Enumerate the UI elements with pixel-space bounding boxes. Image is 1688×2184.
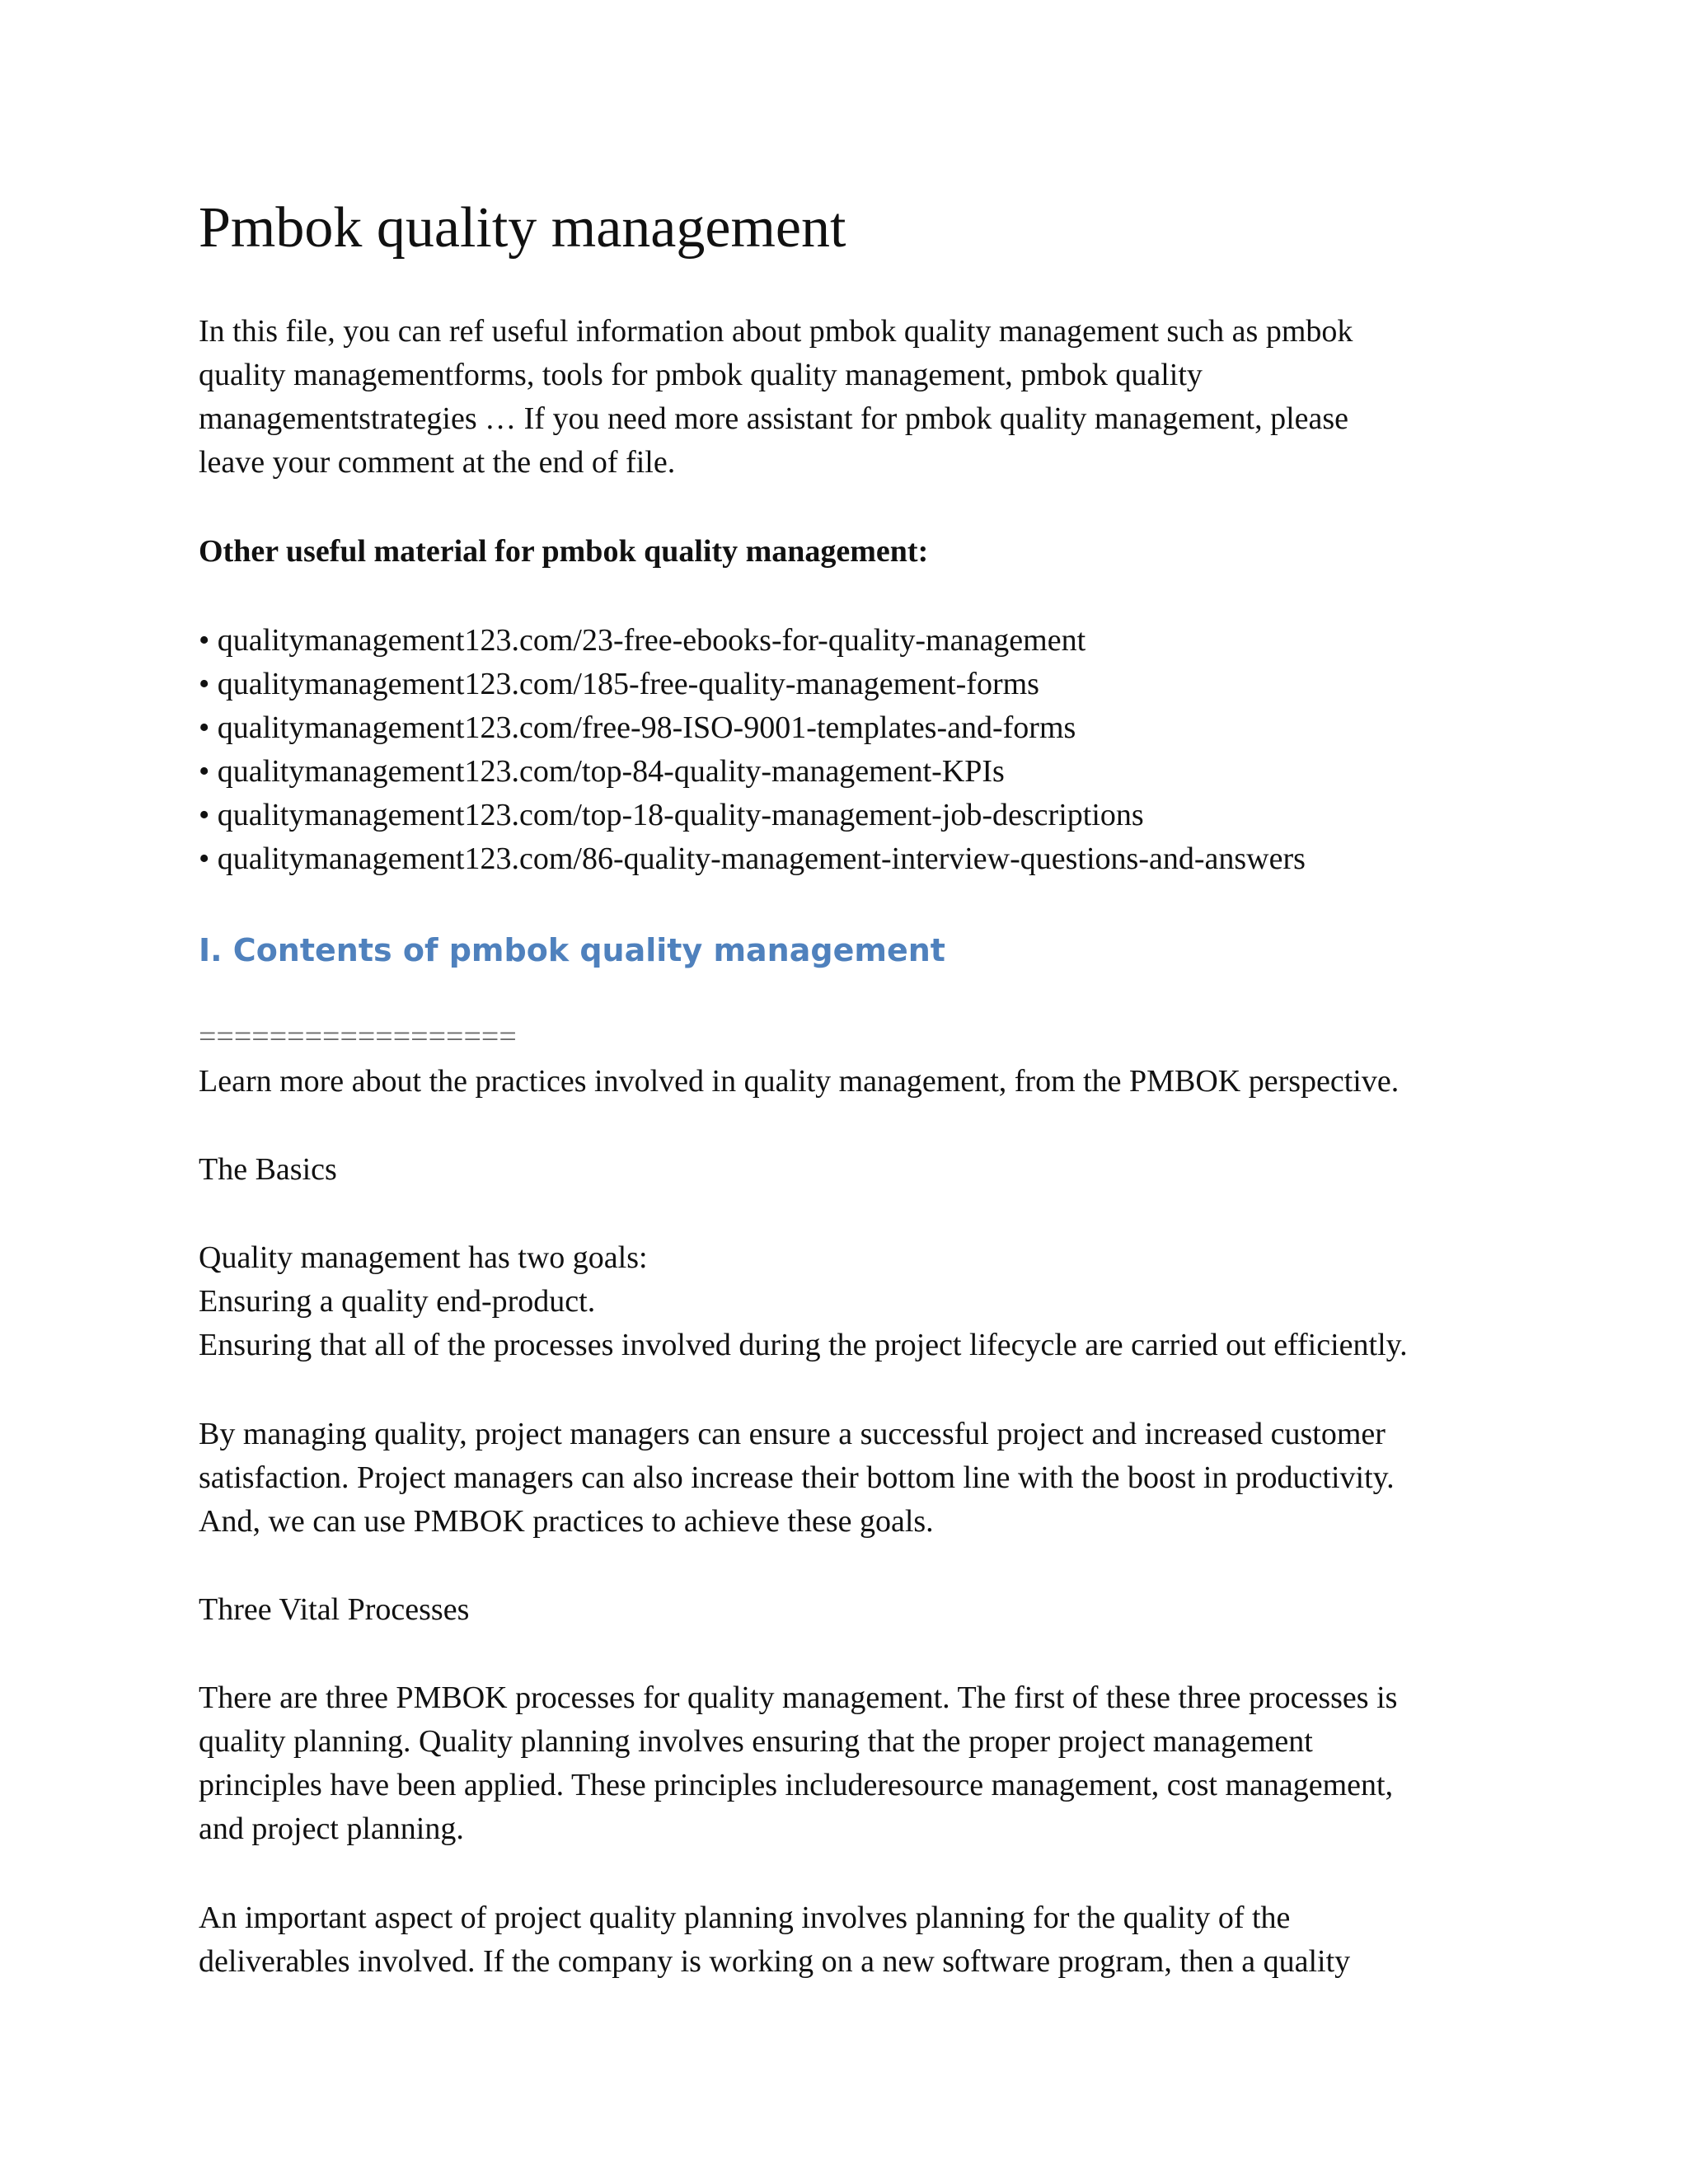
- separator-line: ==================: [199, 1019, 517, 1054]
- processes-line-3: principles have been applied. These principles includeresource management, cost management,: [199, 1768, 1394, 1802]
- link-item-iso-templates[interactable]: • qualitymanagement123.com/free-98-ISO-9001-templates-and-forms: [199, 710, 1076, 745]
- processes-heading: Three Vital Processes: [199, 1592, 470, 1627]
- section-heading: I. Contents of pmbok quality management: [199, 932, 945, 968]
- link-item-job-descriptions[interactable]: • qualitymanagement123.com/top-18-quality-management-job-descriptions: [199, 798, 1144, 832]
- processes-line-2: quality planning. Quality planning involves ensuring that the proper project management: [199, 1724, 1313, 1759]
- processes-line-1: There are three PMBOK processes for quality management. The first of these three processes is: [199, 1680, 1398, 1715]
- goals-line-2: Ensuring a quality end-product.: [199, 1284, 596, 1319]
- link-item-kpis[interactable]: • qualitymanagement123.com/top-84-quality-management-KPIs: [199, 754, 1005, 789]
- managing-line-1: By managing quality, project managers can ensure a successful project and increased customer: [199, 1417, 1386, 1451]
- processes-line-4: and project planning.: [199, 1811, 464, 1846]
- intro-line-3: managementstrategies … If you need more assistant for pmbok quality management, please: [199, 401, 1349, 436]
- intro-line-1: In this file, you can ref useful information about pmbok quality management such as pmbok: [199, 314, 1353, 349]
- other-material-heading: Other useful material for pmbok quality management:: [199, 534, 929, 569]
- document-title: Pmbok quality management: [199, 196, 846, 260]
- goals-line-3: Ensuring that all of the processes involved during the project lifecycle are carried out efficiently.: [199, 1328, 1408, 1362]
- link-item-interview-questions[interactable]: • qualitymanagement123.com/86-quality-management-interview-questions-and-answers: [199, 841, 1306, 876]
- link-item-ebooks[interactable]: • qualitymanagement123.com/23-free-ebooks-for-quality-management: [199, 623, 1086, 658]
- basics-heading: The Basics: [199, 1152, 337, 1187]
- goals-line-1: Quality management has two goals:: [199, 1240, 648, 1275]
- managing-line-3: And, we can use PMBOK practices to achieve these goals.: [199, 1504, 934, 1539]
- intro-line-4: leave your comment at the end of file.: [199, 445, 676, 480]
- intro-line-2: quality managementforms, tools for pmbok quality management, pmbok quality: [199, 358, 1203, 392]
- link-item-forms[interactable]: • qualitymanagement123.com/185-free-quality-management-forms: [199, 667, 1039, 701]
- aspect-line-1: An important aspect of project quality planning involves planning for the quality of the: [199, 1900, 1291, 1935]
- aspect-line-2: deliverables involved. If the company is working on a new software program, then a quality: [199, 1944, 1351, 1979]
- managing-line-2: satisfaction. Project managers can also increase their bottom line with the boost in productivity.: [199, 1460, 1395, 1495]
- learn-more-text: Learn more about the practices involved in quality management, from the PMBOK perspective.: [199, 1064, 1400, 1099]
